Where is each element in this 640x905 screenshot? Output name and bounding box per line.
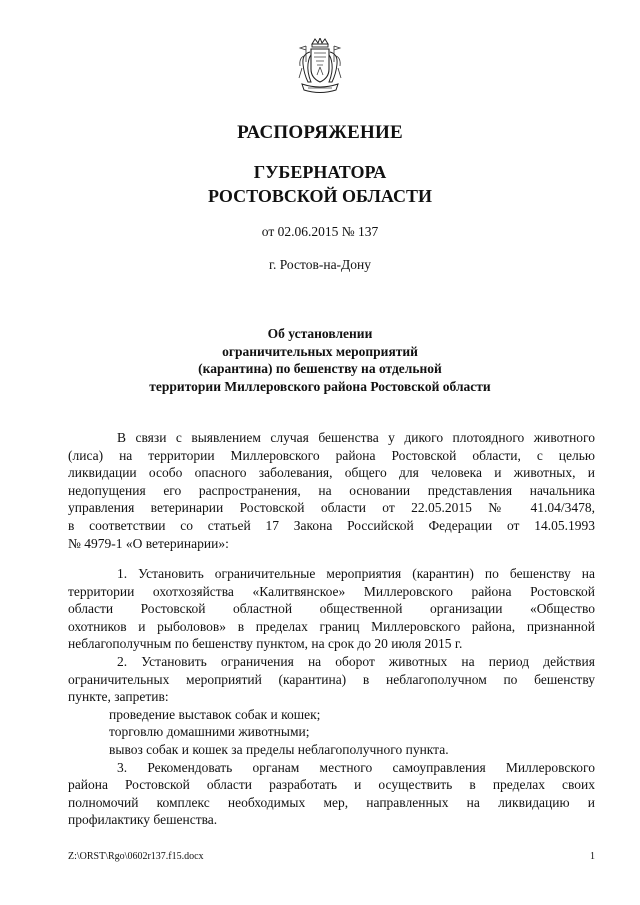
document-date-number: от 02.06.2015 № 137 [261, 224, 379, 239]
order-items [68, 565, 595, 829]
body-line: 1. Установить ограничительные мероприятия (карантин) по бешенству на [117, 566, 595, 581]
body-line: № 4979-1 «О ветеринарии»: [68, 535, 229, 551]
body-line: 2. Установить ограничения на оборот животных на период действия [117, 653, 595, 669]
issuer-title-line: ГУБЕРНАТОРА [253, 162, 387, 182]
body-line: (лиса) на территории Миллеровского района Ростовской области, с целью [68, 447, 595, 463]
issuer-title [0, 160, 640, 208]
body-line: В связи с выявлением случая бешенства у дикого плотоядного животного [117, 430, 595, 445]
document-type-title: РАСПОРЯЖЕНИЕ [237, 122, 403, 143]
body-line: охотников и рыболовов» в пределах границ Миллеровского района, признанной [68, 618, 595, 634]
coat-of-arms-icon [296, 38, 344, 98]
document-subject [0, 325, 640, 395]
subject-line: территории Миллеровского района Ростовской области [149, 378, 491, 394]
order-item-1 [68, 565, 595, 653]
body-line: области Ростовской областной общественной организации «Общество [68, 601, 595, 617]
body-line: ограничительных мероприятий (карантина) в неблагополучном по бешенству [68, 671, 595, 687]
prohibition-item: вывоз собак и кошек за пределы неблагополучного пункта. [109, 741, 449, 757]
body-line: профилактику бешенства. [68, 812, 218, 828]
document-city: г. Ростов-на-Дону [268, 257, 371, 272]
body-line: ликвидации особо опасного заболевания, общего для человека и животных, и [68, 465, 595, 481]
footer-file-path: Z:\ORST\Rgo\0602r137.f15.docx [68, 851, 204, 862]
body-line: недопущения его распространения, на основании представления начальника [68, 482, 595, 498]
prohibition-item: торговлю домашними животными; [109, 724, 310, 740]
body-line: неблагополучным по бешенству пунктом, на срок до 20 июля 2015 г. [68, 636, 463, 652]
body-line: района Ростовской области разработать и осуществить в пределах своих [68, 777, 595, 793]
subject-line: (карантина) по бешенству на отдельной [198, 361, 442, 376]
issuer-title-line: РОСТОВСКОЙ ОБЛАСТИ [208, 186, 432, 206]
body-line: 3. Рекомендовать органам местного самоуправления Миллеровского [117, 759, 595, 775]
body-line: полномочий комплекс необходимых мер, направленных на ликвидацию и [68, 794, 595, 810]
body-line: территории охотхозяйства «Калитвянское» Миллеровского района Ростовской [68, 583, 595, 599]
page-number: 1 [590, 851, 595, 862]
body-line: управления ветеринарии Ростовской области от 22.05.2015 № 41.04/3478, [68, 500, 595, 516]
subject-line: ограничительных мероприятий [222, 343, 418, 359]
subject-line: Об установлении [267, 326, 373, 341]
prohibition-item: проведение выставок собак и кошек; [109, 706, 321, 722]
preamble-paragraph [68, 429, 595, 552]
body-line: в соответствии со статьей 17 Закона Российской Федерации от 14.05.1993 [68, 517, 595, 533]
order-item-3 [68, 759, 595, 829]
body-line: пункте, запретив: [68, 689, 169, 705]
order-item-2 [68, 653, 595, 759]
